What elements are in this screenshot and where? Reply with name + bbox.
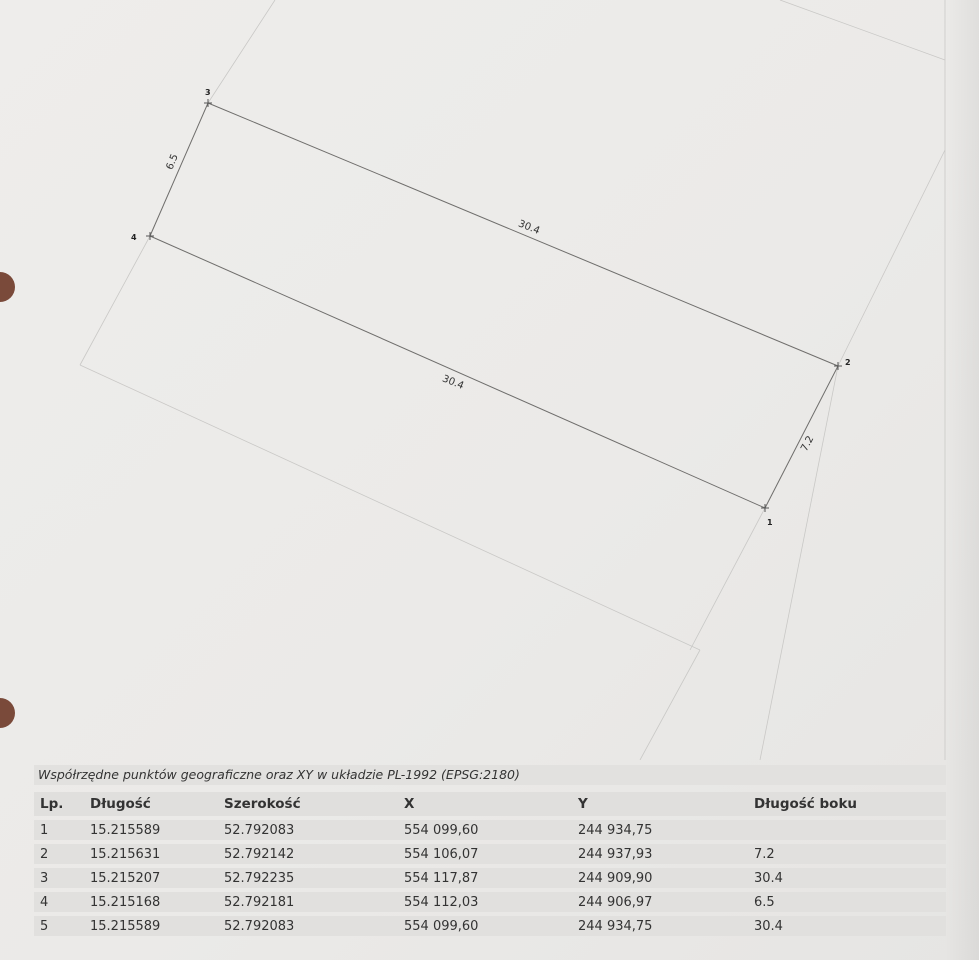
cell-szerokosc: 52.792142: [218, 844, 398, 864]
cell-szerokosc: 52.792235: [218, 868, 398, 888]
vertex-marker: [834, 362, 842, 370]
cell-x: 554 099,60: [398, 820, 572, 840]
cell-y: 244 906,97: [572, 892, 748, 912]
cell-y: 244 934,75: [572, 916, 748, 936]
neighbor-line: [208, 0, 275, 103]
cell-dlugosc-boku: [748, 820, 946, 840]
header-dlugosc-boku: Długość boku: [748, 792, 946, 816]
neighbor-line: [760, 366, 838, 760]
side-length-3-4: 6.5: [164, 152, 181, 172]
neighbor-line: [690, 508, 765, 650]
cell-dlugosc: 15.215168: [84, 892, 218, 912]
parcel-side-1-2: [765, 366, 838, 508]
cell-dlugosc: 15.215589: [84, 916, 218, 936]
side-length-1-2: 7.2: [799, 434, 817, 454]
header-dlugosc: Długość: [84, 792, 218, 816]
parcel-side-4-1: [150, 236, 765, 508]
cell-lp: 5: [34, 916, 84, 936]
parcel-outline: [150, 103, 838, 508]
vertex-label-4: 4: [131, 233, 137, 242]
cell-lp: 2: [34, 844, 84, 864]
cell-dlugosc-boku: 7.2: [748, 844, 946, 864]
cell-dlugosc-boku: 30.4: [748, 916, 946, 936]
cell-y: 244 937,93: [572, 844, 748, 864]
cell-dlugosc-boku: 6.5: [748, 892, 946, 912]
cell-lp: 1: [34, 820, 84, 840]
table-header-row: [34, 792, 946, 816]
table-row: [34, 916, 946, 936]
header-lp: Lp.: [34, 792, 84, 816]
table-row: [34, 820, 946, 840]
vertex-marker: [204, 99, 212, 107]
header-szerokosc: Szerokość: [218, 792, 398, 816]
table-row: [34, 892, 946, 912]
cell-x: 554 106,07: [398, 844, 572, 864]
neighbor-line: [838, 150, 945, 366]
cell-lp: 3: [34, 868, 84, 888]
vertex-label-1: 1: [767, 518, 773, 527]
cell-dlugosc: 15.215207: [84, 868, 218, 888]
cell-szerokosc: 52.792083: [218, 916, 398, 936]
header-x: X: [398, 792, 572, 816]
vertex-label-3: 3: [205, 88, 211, 97]
header-y: Y: [572, 792, 748, 816]
cell-x: 554 117,87: [398, 868, 572, 888]
coordinates-table: [34, 788, 946, 940]
cell-x: 554 112,03: [398, 892, 572, 912]
parcel-side-3-4: [150, 103, 208, 236]
cell-dlugosc: 15.215589: [84, 820, 218, 840]
parcel-side-2-3: [208, 103, 838, 366]
neighbor-line: [80, 365, 700, 650]
cell-y: 244 909,90: [572, 868, 748, 888]
neighbor-line: [80, 236, 150, 365]
coordinates-caption: Współrzędne punktów geograficzne oraz XY w układzie PL-1992 (EPSG:2180): [34, 765, 946, 785]
background-parcel-lines: [80, 0, 945, 760]
cell-dlugosc-boku: 30.4: [748, 868, 946, 888]
neighbor-line: [780, 0, 945, 60]
cell-dlugosc: 15.215631: [84, 844, 218, 864]
table-row: [34, 868, 946, 888]
neighbor-line: [640, 650, 700, 760]
cell-x: 554 099,60: [398, 916, 572, 936]
cell-szerokosc: 52.792083: [218, 820, 398, 840]
vertex-label-2: 2: [845, 358, 851, 367]
cell-y: 244 934,75: [572, 820, 748, 840]
cell-lp: 4: [34, 892, 84, 912]
vertex-marker: [761, 504, 769, 512]
cell-szerokosc: 52.792181: [218, 892, 398, 912]
side-length-4-1: 30.4: [440, 373, 466, 392]
table-row: [34, 844, 946, 864]
vertex-marker: [146, 232, 154, 240]
side-length-2-3: 30.4: [516, 218, 542, 237]
